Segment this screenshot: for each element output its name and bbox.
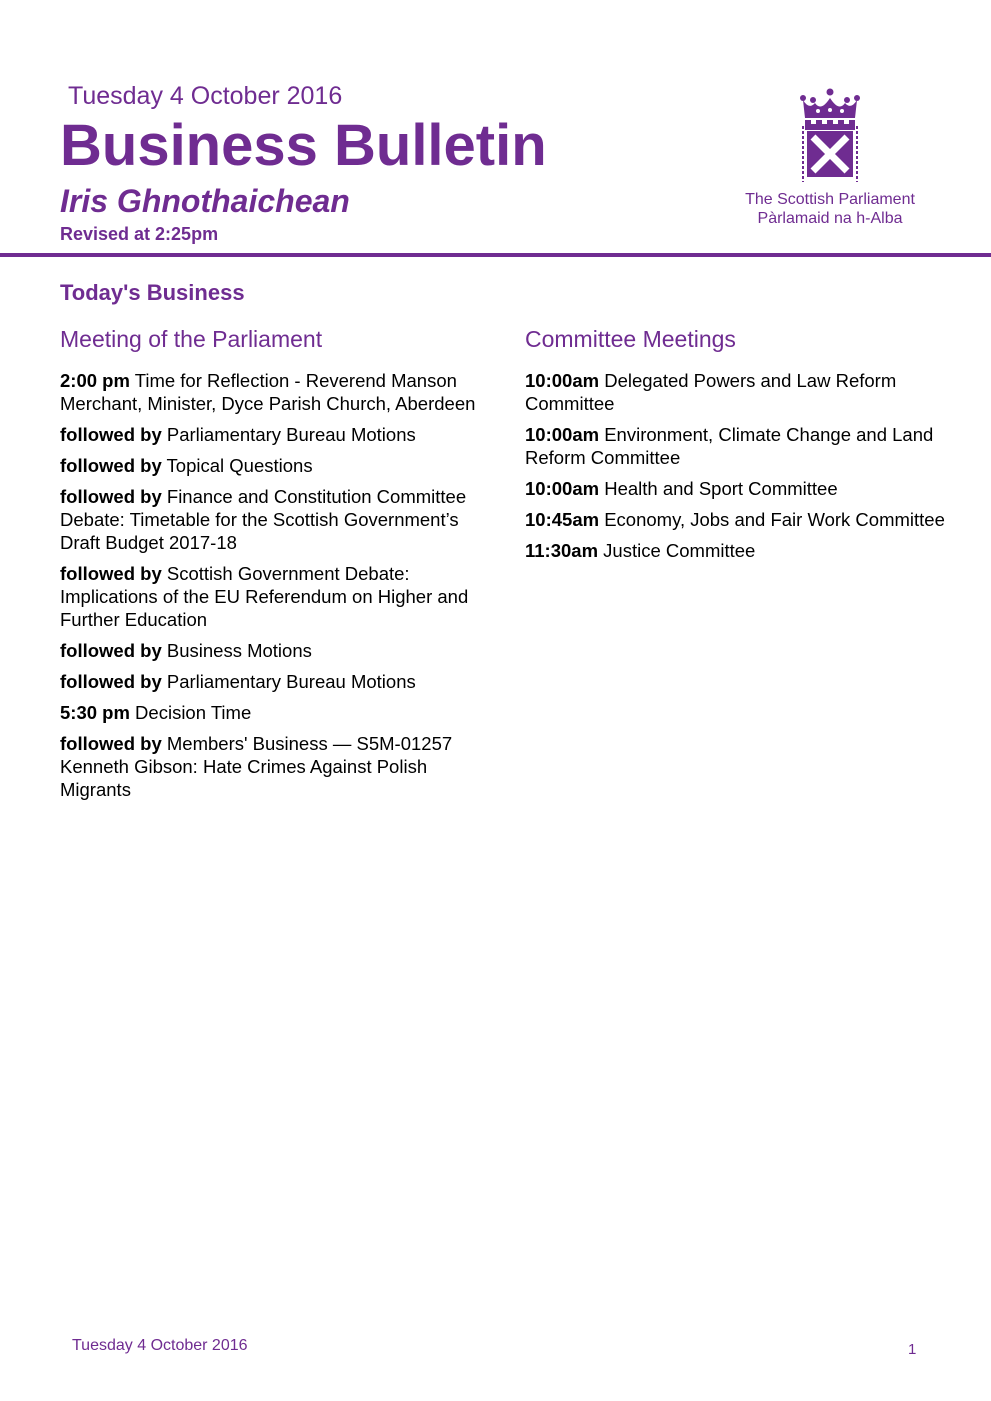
list-item [525, 477, 945, 500]
logo-name-gaelic: Pàrlamaid na h-Alba [757, 210, 903, 227]
item-time: followed by [60, 640, 162, 661]
page-number: 1 [908, 1341, 917, 1358]
item-time: 10:00am [525, 478, 600, 499]
meeting-heading: Meeting of the Parliament [60, 326, 323, 352]
list-item [60, 454, 480, 477]
item-text: Scottish Government Debate: Implications of the EU Referendum on Higher and Further Education [60, 563, 469, 630]
item-time: 10:00am [525, 424, 600, 445]
item-text: Delegated Powers and Law Reform Committee [525, 370, 897, 414]
item-text: Parliamentary Bureau Motions [161, 671, 416, 692]
item-text: Environment, Climate Change and Land Reform Committee [525, 424, 934, 468]
list-item [525, 369, 945, 415]
item-text: Time for Reflection - Reverend Manson Merchant, Minister, Dyce Parish Church, Aberdeen [60, 370, 476, 414]
list-item [60, 423, 480, 446]
item-time: 11:30am [525, 540, 599, 561]
item-time: followed by [60, 671, 162, 692]
item-time: 10:45am [525, 509, 600, 530]
item-text: Topical Questions [161, 455, 313, 476]
parliament-logo [735, 86, 925, 236]
scottish-parliament-crest-icon [799, 86, 861, 186]
committee-meetings-section [525, 325, 945, 570]
committee-heading: Committee Meetings [525, 326, 736, 352]
item-text: Members' Business — S5M-01257 Kenneth Gibson: Hate Crimes Against Polish Migrants [60, 733, 453, 800]
item-time: 2:00 pm [60, 370, 130, 391]
list-item [60, 701, 480, 724]
list-item [60, 485, 480, 554]
item-time: followed by [60, 733, 162, 754]
list-item [525, 423, 945, 469]
item-time: followed by [60, 455, 162, 476]
item-time: followed by [60, 486, 162, 507]
header-divider [0, 253, 991, 257]
item-time: followed by [60, 563, 162, 584]
item-time: 10:00am [525, 370, 600, 391]
item-text: Health and Sport Committee [599, 478, 838, 499]
page-title: Business Bulletin [60, 113, 547, 178]
item-text: Economy, Jobs and Fair Work Committee [599, 509, 945, 530]
item-text: Decision Time [129, 702, 252, 723]
item-time: followed by [60, 424, 162, 445]
list-item [60, 639, 480, 662]
meeting-of-parliament-section [60, 325, 480, 809]
logo-name-english: The Scottish Parliament [745, 191, 915, 208]
revised-time: Revised at 2:25pm [60, 224, 219, 244]
list-item [60, 732, 480, 801]
item-text: Parliamentary Bureau Motions [161, 424, 416, 445]
list-item [60, 369, 480, 415]
item-text: Finance and Constitution Committee Debate: Timetable for the Scottish Government’s Draft Budget 2017-18 [60, 486, 467, 553]
item-time: 5:30 pm [60, 702, 130, 723]
todays-business-heading: Today's Business [60, 280, 245, 305]
header-date: Tuesday 4 October 2016 [68, 82, 343, 110]
list-item [525, 508, 945, 531]
item-text: Justice Committee [598, 540, 756, 561]
list-item [525, 539, 945, 562]
list-item [60, 562, 480, 631]
footer-date: Tuesday 4 October 2016 [72, 1337, 248, 1354]
gaelic-title: Iris Ghnothaichean [60, 183, 350, 219]
list-item [60, 670, 480, 693]
item-text: Business Motions [161, 640, 312, 661]
